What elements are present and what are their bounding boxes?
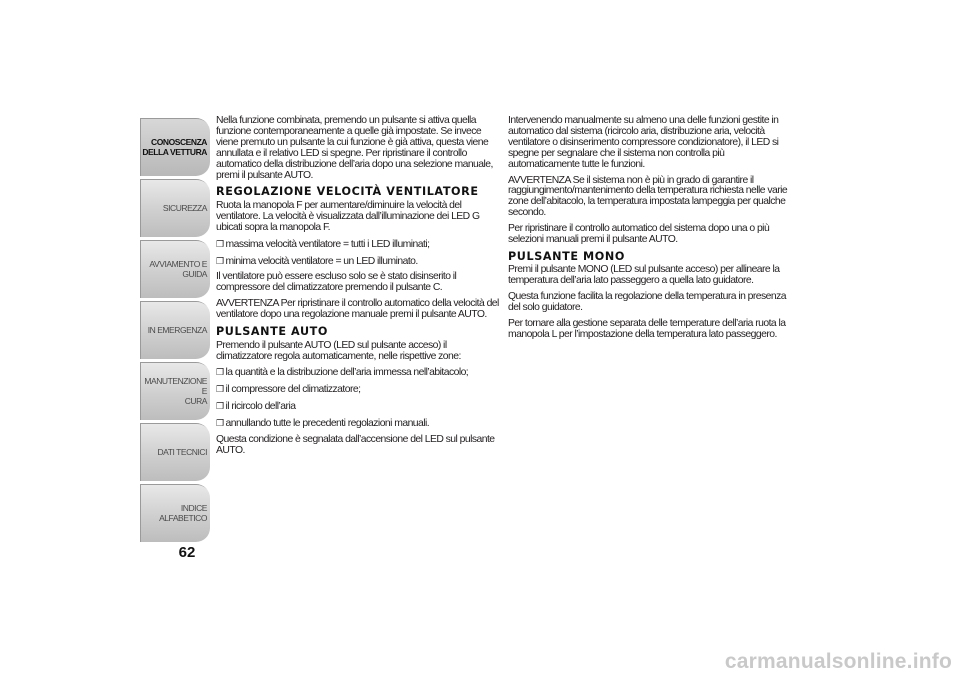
tab-indice-alfabetico[interactable] <box>140 484 210 542</box>
paragraph: Intervenendo manualmente su almeno una delle funzioni gestite in automatico dal sistema (ricircolo aria, distribuzione aria, velocità ventilatore o disinserimento compressore condizionatore), il LED si spegne per segnalare che il sistema non controlla più automaticamente tutte le funzioni. <box>508 115 779 170</box>
list-item: ❒ minima velocità ventilatore = un LED illuminato. <box>216 255 418 267</box>
warning-paragraph: AVVERTENZA Se il sistema non è più in grado di garantire il raggiungimento/mantenimento della temperatura richiesta nelle varie zone dell’abitacolo, la temperatura impostata lampeggia per qualche secondo. <box>508 174 788 219</box>
right-column <box>508 116 792 346</box>
checkbox-bullet-icon: ❒ <box>216 367 224 378</box>
paragraph: Premi il pulsante MONO (LED sul pulsante acceso) per allineare la temperatura dell’aria lato passeggero a quella lato guidatore. <box>508 264 780 287</box>
warning-paragraph: AVVERTENZA Per ripristinare il controllo automatico della velocità del ventilatore dopo una regolazione manuale premi il pulsante AUTO. <box>216 298 499 321</box>
list-item: ❒ il ricircolo dell’aria <box>216 401 296 413</box>
checkbox-bullet-icon: ❒ <box>216 384 224 395</box>
checkbox-bullet-icon: ❒ <box>216 418 224 429</box>
tab-label: SICUREZZA <box>162 203 207 213</box>
paragraph: Ruota la manopola F per aumentare/diminuire la velocità del ventilatore. La velocità è visualizzata dall’illuminazione dei LED G ubicati sopra la manopola F. <box>216 199 480 233</box>
tab-label: DATI TECNICI <box>157 447 207 457</box>
checkbox-bullet-icon: ❒ <box>216 238 224 249</box>
tab-dati-tecnici[interactable] <box>140 423 210 481</box>
paragraph: Per tornare alla gestione separata delle temperature dell’aria ruota la manopola L per l’impostazione della temperatura lato passeggero. <box>508 318 786 340</box>
list-item: ❒ massima velocità ventilatore = tutti i LED illuminati; <box>216 238 430 250</box>
intro-paragraph: Nella funzione combinata, premendo un pulsante si attiva quella funzione contemporaneamente a quelle già impostate. Se invece viene premuto un pulsante la cui funzione è già attiva, questa viene annullata e il relativo LED si spegne. Per ripristinare il controllo automatico della distribuzione dell’aria dopo una selezione manuale, premi il pulsante AUTO. <box>216 115 493 181</box>
checkbox-bullet-icon: ❒ <box>216 255 224 266</box>
list-item: ❒ il compressore del climatizzatore; <box>216 384 361 396</box>
tab-label: INDICE ALFABETICO <box>159 503 207 523</box>
watermark: carmanualsonline.info <box>724 650 952 673</box>
tab-in-emergenza[interactable] <box>140 301 210 359</box>
paragraph: Il ventilatore può essere escluso solo se è stato disinserito il compressore del climatizzatore premendo il pulsante C. <box>216 271 457 294</box>
tab-label: IN EMERGENZA <box>147 325 207 335</box>
section-heading-auto: PULSANTE AUTO <box>216 325 328 339</box>
paragraph: Questa condizione è segnalata dall’accensione del LED sul pulsante AUTO. <box>216 434 495 456</box>
tab-sicurezza[interactable] <box>140 179 210 237</box>
tab-conoscenza-della-vettura[interactable] <box>140 118 210 176</box>
tab-label: MANUTENZIONE E CURA <box>144 376 207 406</box>
tab-manutenzione-e-cura[interactable] <box>140 362 210 420</box>
checkbox-bullet-icon: ❒ <box>216 401 224 412</box>
tab-label: AVVIAMENTO E GUIDA <box>149 259 207 279</box>
tab-avviamento-e-guida[interactable] <box>140 240 210 298</box>
section-heading-fan-speed: REGOLAZIONE VELOCITÀ VENTILATORE <box>216 185 479 199</box>
section-heading-mono: PULSANTE MONO <box>508 249 625 263</box>
paragraph: Questa funzione facilita la regolazione della temperatura in presenza del solo guidatore. <box>508 291 787 314</box>
list-item: ❒ annullando tutte le precedenti regolazioni manuali. <box>216 418 430 430</box>
left-column <box>216 116 500 462</box>
page-number: 62 <box>178 544 196 561</box>
paragraph: Premendo il pulsante AUTO (LED sul pulsante acceso) il climatizzatore regola automaticamente, nelle rispettive zone: <box>216 339 461 362</box>
paragraph: Per ripristinare il controllo automatico del sistema dopo una o più selezioni manuali premi il pulsante AUTO. <box>508 223 770 246</box>
list-item: ❒ la quantità e la distribuzione dell’aria immessa nell’abitacolo; <box>216 367 469 379</box>
tab-label: CONOSCENZA DELLA VETTURA <box>142 137 207 157</box>
